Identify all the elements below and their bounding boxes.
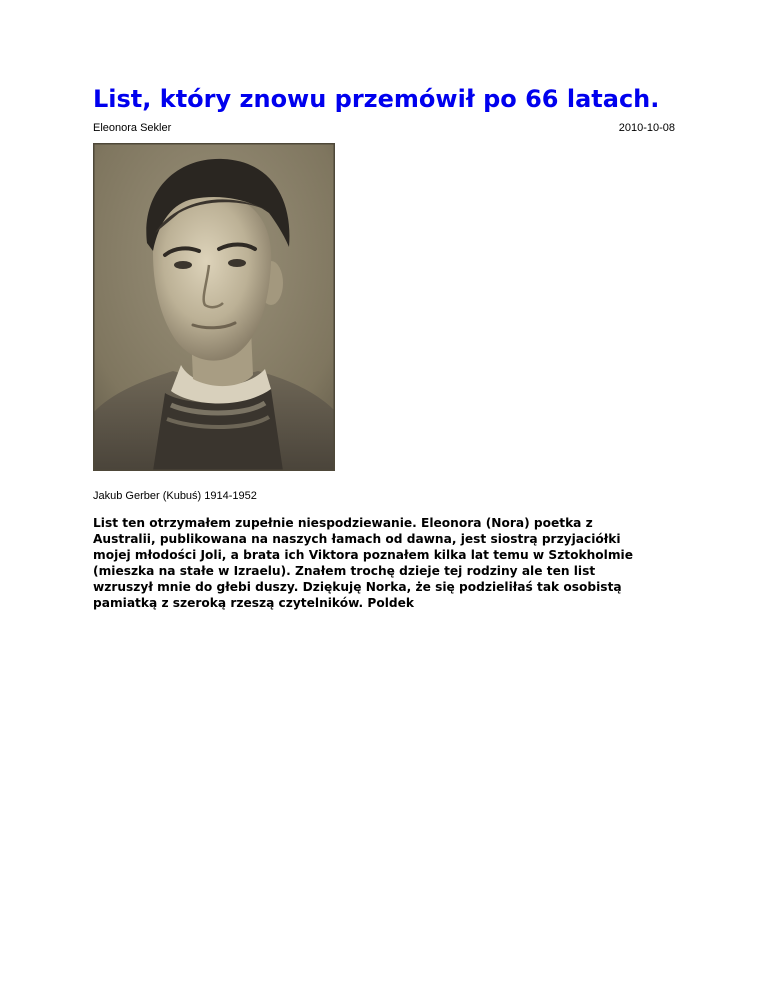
portrait-photo-icon [93,143,335,471]
article-meta [93,121,675,135]
article-title: List, który znowu przemówił po 66 latach. [93,85,660,113]
photo-caption: Jakub Gerber (Kubuś) 1914-1952 [93,490,257,502]
portrait-photo [93,143,335,471]
publish-date: 2010-10-08 [618,122,675,134]
article-body: List ten otrzymałem zupełnie niespodziewanie. Eleonora (Nora) poetka z Australii, publikowana na naszych łamach od dawna, jest siostrą przyjaciółki mojej młodości Joli, a brata ich Viktora poznałem kilka lat temu w Sztokholmie (mieszka na stałe w Izraelu). Znałem trochę dzieje tej rodziny ale ten list wzruszył mnie do głebi duszy. Dziękuję Norka, że się podzieliłaś tak osobistą pamiatką z szeroką rzeszą czytelników. Poldek [93,516,633,610]
author-name: Eleonora Sekler [93,122,172,134]
